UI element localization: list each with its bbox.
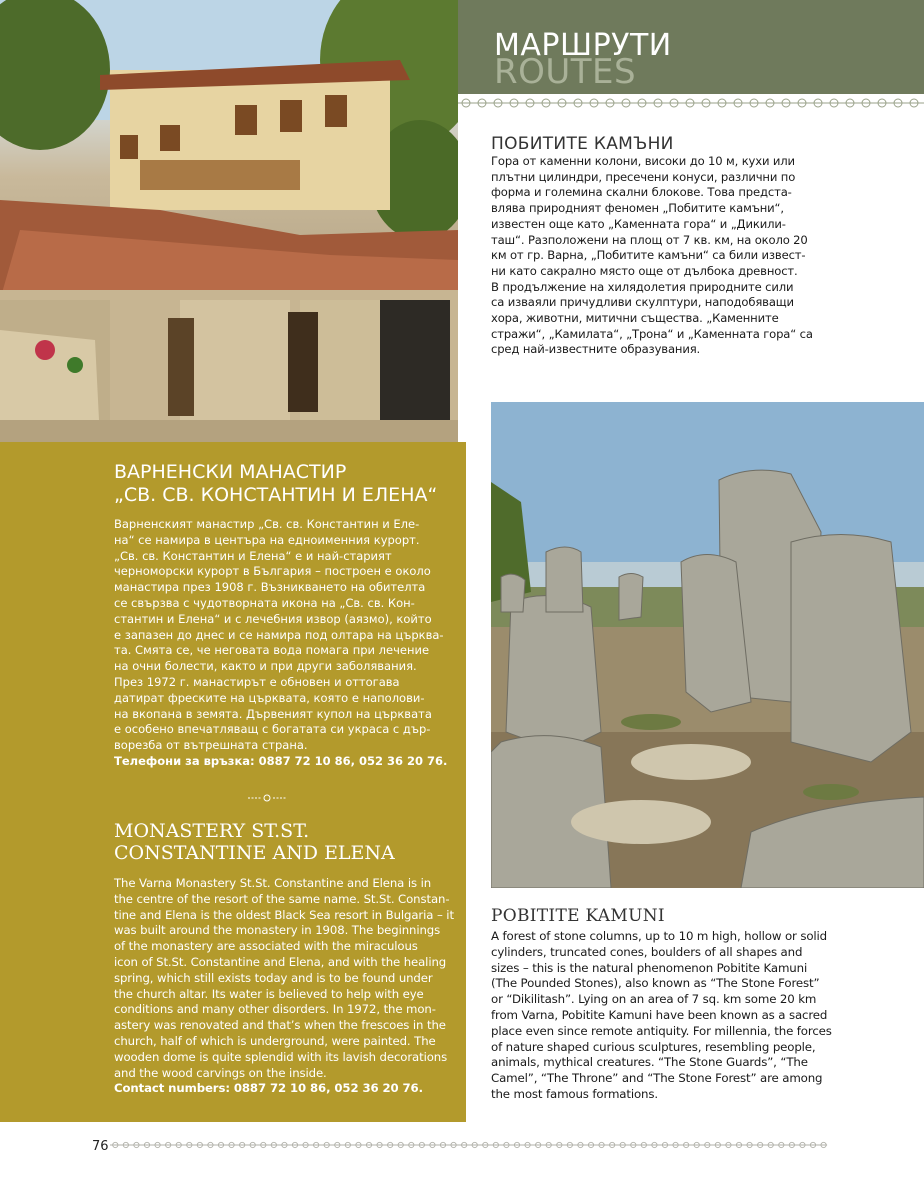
- stones-text-bg: [491, 154, 843, 358]
- text-line: е особено впечатляващ с богатата си украса с дър-: [114, 722, 431, 737]
- title-line: MONASTERY ST.ST.: [114, 820, 310, 842]
- text-line: сред най-известните образувания.: [491, 342, 701, 357]
- text-line: „Св. св. Константин и Елена“ е и най-старият: [114, 548, 392, 563]
- text-line: tine and Elena is the oldest Black Sea resort in Bulgaria – it: [114, 907, 454, 922]
- text-line: ни като сакрално място още от дълбока древност.: [491, 263, 798, 278]
- text-line: Гора от каменни колони, високи до 10 м, кухи или: [491, 154, 795, 168]
- text-line: таш“. Разположени на площ от 7 кв. км, на около 20: [491, 232, 808, 247]
- text-line: the centre of the resort of the same name. St.St. Constan-: [114, 891, 450, 906]
- text-line: the most famous formations.: [491, 1086, 658, 1101]
- monastery-text-bg: [114, 517, 462, 770]
- monastery-title-en: [114, 820, 464, 864]
- stones-title-bg: ПОБИТИТЕ КАМЪНИ: [491, 134, 674, 154]
- text-line: The Varna Monastery St.St. Constantine and Elena is in: [114, 876, 432, 890]
- text-line: icon of St.St. Constantine and Elena, and with the healing: [114, 954, 447, 969]
- text-line: wooden dome is quite splendid with its lavish decorations: [114, 1049, 448, 1064]
- phones-en: Contact numbers: 0887 72 10 86, 052 36 20 76.: [114, 1081, 423, 1096]
- text-line: from Varna, Pobitite Kamuni have been known as a sacred: [491, 1007, 828, 1022]
- text-line: известен още като „Каменната гора“ и „Дикили-: [491, 216, 786, 231]
- text-line: astery was renovated and that’s when the frescoes in the: [114, 1018, 446, 1033]
- text-line: was built around the monastery in 1908. The beginnings: [114, 923, 441, 938]
- text-line: Camel”, “The Throne” and “The Stone Forest” are among: [491, 1071, 823, 1086]
- text-line: влява природният феномен „Побитите камъни“,: [491, 201, 784, 216]
- monastery-title-bg: [114, 461, 464, 507]
- footer-border: [110, 1138, 924, 1152]
- text-line: се свързва с чудотворната икона на „Св. св. Кон-: [114, 595, 415, 610]
- text-line: (The Pounded Stones), also known as “The Stone Forest”: [491, 976, 820, 991]
- text-line: плътни цилиндри, пресечени конуси, различни по: [491, 169, 796, 184]
- text-line: place even since remote antiquity. For millennia, the forces: [491, 1023, 832, 1038]
- text-line: Варненският манастир „Св. св. Константин и Еле-: [114, 517, 420, 531]
- text-line: animals, mythical creatures. “The Stone Guards”, “The: [491, 1055, 808, 1070]
- text-line: spring, which still exists today and is to be found under: [114, 970, 433, 985]
- title-line: ВАРНЕНСКИ МАНАСТИР: [114, 461, 347, 483]
- monastery-text-en: [114, 876, 464, 1097]
- text-line: church, half of which is underground, were painted. The: [114, 1033, 436, 1048]
- text-line: черноморски курорт в България – построен е около: [114, 564, 431, 579]
- text-line: стантин и Елена“ и с лечебния извор (аязмо), който: [114, 611, 432, 626]
- text-line: хора, животни, митични същества. „Каменните: [491, 311, 779, 326]
- title-line: „СВ. СВ. КОНСТАНТИН И ЕЛЕНА“: [114, 484, 438, 506]
- text-line: A forest of stone columns, up to 10 m high, hollow or solid: [491, 929, 827, 943]
- monastery-photo: [0, 0, 458, 442]
- text-line: of nature shaped curious sculptures, resembling people,: [491, 1039, 816, 1054]
- text-line: е запазен до днес и се намира под олтара на църква-: [114, 627, 444, 642]
- text-line: През 1972 г. манастирът е обновен и оттогава: [114, 674, 400, 689]
- text-line: форма и големина скални блокове. Това предста-: [491, 185, 792, 200]
- monastery-illustration: [0, 0, 458, 442]
- text-line: на“ се намира в центъра на едноименния курорт.: [114, 532, 420, 547]
- ornament-divider-icon: [248, 793, 286, 803]
- text-line: манастира през 1908 г. Възникването на обителта: [114, 580, 426, 595]
- text-line: датират фреските на църквата, която е наполови-: [114, 690, 425, 705]
- text-line: of the monastery are associated with the miraculous: [114, 939, 418, 954]
- title-line: CONSTANTINE AND ELENA: [114, 842, 395, 864]
- phones-bg: Телефони за връзка: 0887 72 10 86, 052 36 20 76.: [114, 753, 448, 768]
- text-line: conditions and many other disorders. In 1972, the mon-: [114, 1002, 436, 1017]
- text-line: and the wood carvings on the inside.: [114, 1065, 327, 1080]
- section-title-bg: МАРШРУТИ: [494, 28, 672, 63]
- text-line: на вкопана в земята. Дървеният купол на църквата: [114, 706, 432, 721]
- text-line: са изваяли причудливи скулптури, наподобяващи: [491, 295, 794, 310]
- text-line: стражи“, „Камилата“, „Трона“ и „Каменната гора“ са: [491, 326, 813, 341]
- text-line: на очни болести, както и при други заболявания.: [114, 659, 417, 674]
- section-title-en: ROUTES: [494, 52, 637, 92]
- text-line: cylinders, truncated cones, boulders of all shapes and: [491, 944, 803, 959]
- text-line: the church altar. Its water is believed to help with eye: [114, 986, 424, 1001]
- stones-text-en: [491, 929, 851, 1103]
- decorative-border: [458, 94, 924, 112]
- text-line: В продължение на хилядолетия природните сили: [491, 279, 794, 294]
- page-number: 76: [92, 1139, 109, 1154]
- text-line: та. Смята се, че неговата вода помага при лечение: [114, 643, 430, 658]
- text-line: км от гр. Варна, „Побитите камъни“ са били извест-: [491, 248, 806, 263]
- text-line: ворезба от вътрешната страна.: [114, 738, 308, 753]
- text-line: sizes – this is the natural phenomenon Pobitite Kamuni: [491, 960, 808, 975]
- stones-illustration: [491, 402, 924, 888]
- text-line: or “Dikilitash”. Lying on an area of 7 sq. km some 20 km: [491, 992, 817, 1007]
- stones-photo: [491, 402, 924, 888]
- stones-title-en: POBITITE KAMUNI: [491, 906, 665, 926]
